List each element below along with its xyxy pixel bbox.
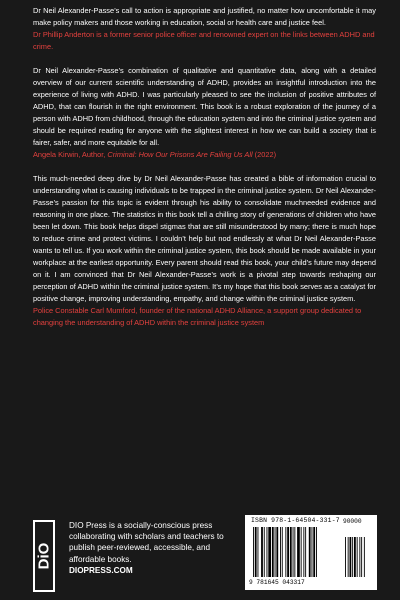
barcode-box <box>245 515 377 590</box>
review-3-attribution: Police Constable Carl Mumford, founder of the national ADHD Alliance, a support group dedicated to changing the understanding of ADHD within the criminal justice system <box>33 306 362 327</box>
publisher-block <box>33 518 233 598</box>
dio-logo <box>33 520 55 592</box>
review-2-attribution-suffix: (2022) <box>252 150 277 159</box>
isbn-label: ISBN 978-1-64504-331-7 <box>251 517 340 524</box>
review-2-body: Dr Neil Alexander-Passe’s combination of qualitative and quantitative data, along with a detailed overview of our current scientific understanding of ADHD, provides an insightful introduction into the experience of living with ADHD. I was particularly pleased to see the inclusion of positive attributes of ADHD, that can flourish in the right environment. This book is a robust exploration of the journey of a person with ADHD from childhood, through the education system and into the criminal justice system and should be required reading for anyone with the slightest interest in how we can build a society that is fairer, safer, and more equitable for all. <box>33 66 377 147</box>
ean-digits: 9 781645 043317 <box>249 579 305 586</box>
publisher-description: DIO Press is a socially-conscious press collaborating with scholars and teachers to publish peer-reviewed, accessible, and affordable books. <box>69 521 224 564</box>
dio-logo-text: DiO <box>35 542 53 570</box>
review-1-body: Dr Neil Alexander-Passe’s call to action is appropriate and justified, no matter how uncomfortable it may make policy makers and those working in education, social or health care and justice feel. <box>33 6 376 27</box>
review-2-attribution <box>33 149 376 161</box>
reviews <box>33 5 376 329</box>
review-3-body: This much-needed deep dive by Dr Neil Alexander-Passe has created a bible of information crucial to understanding what is causing individuals to be trapped in the criminal justice system. Dr Neil Alexander-Passe’s passion for this topic is evident through his ability to consolidate muchneeded evidence and reasoning in one place. The statistics in this book tell a chilling story of generations of children who have been let down. This book helps dispel stigmas that are still misunderstood by many; there is much hope to reduce crime and protect victims. I couldn’t help but nod endlessly at what Dr Neil Alexander-Passe wants to tell us. If you work within the criminal justice system, this book should be made available in your workplace at the earliest opportunity. Every parent should read this book, your child’s future may depend on it. I am convinced that Dr Neil Alexander-Passe’s work is a pivotal step towards reshaping our perception of ADHD within the criminal justice system. It’s my hope that this book serves as a catalyst for positive change, improving understanding, empathy, and change within the criminal justice system. <box>33 174 376 303</box>
addon-digits: 90000 <box>343 518 362 525</box>
review-1-attribution: Dr Phillip Anderton is a former senior police officer and renowned expert on the links between ADHD and crime. <box>33 30 375 51</box>
barcode-bars <box>253 527 371 579</box>
review-2-attribution-prefix: Angela Kirwin, Author, <box>33 150 108 159</box>
publisher-url: DIOPRESS.COM <box>69 565 133 575</box>
review-2-book-title: Criminal: How Our Prisons Are Failing Us All <box>107 150 253 159</box>
publisher-description-block <box>69 520 229 576</box>
